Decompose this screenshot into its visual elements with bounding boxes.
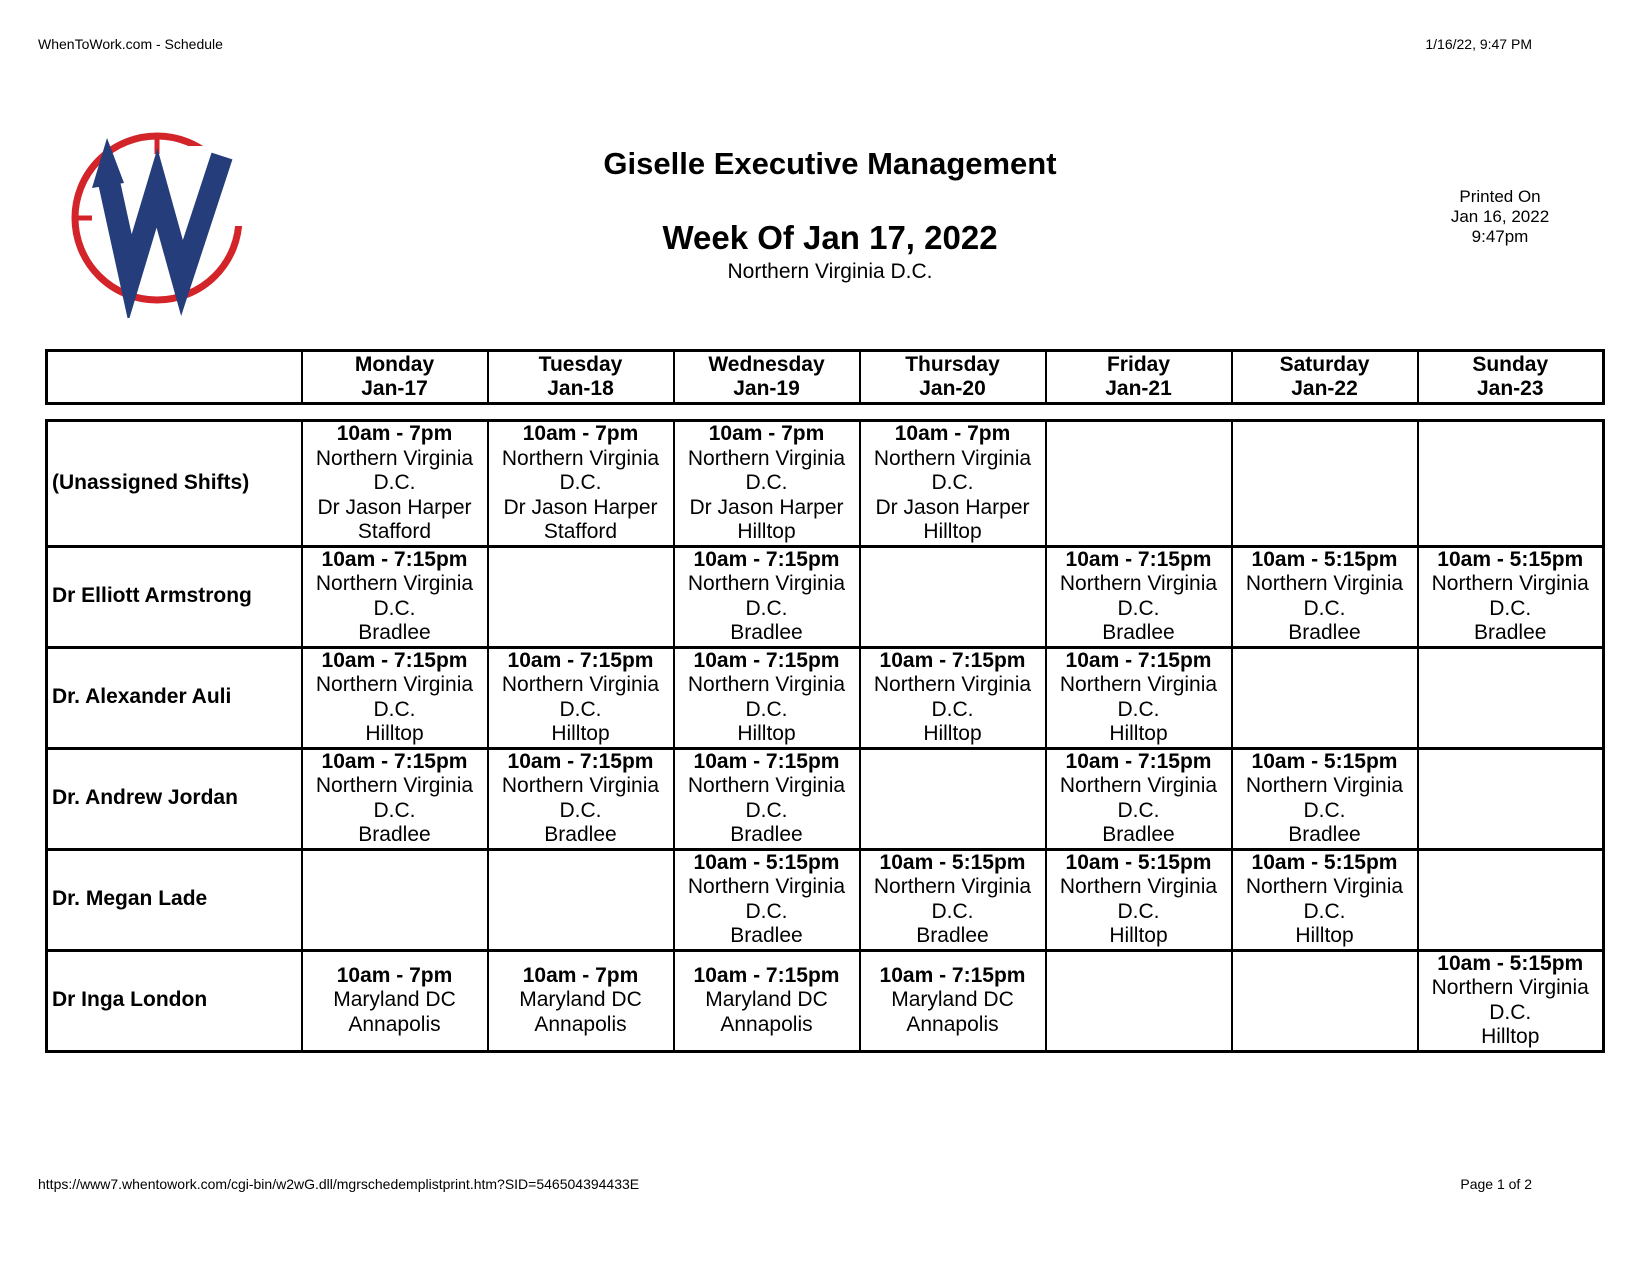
shift-cell[interactable] [674,546,860,647]
shift-cell[interactable] [674,849,860,950]
empty-shift-cell [860,546,1046,647]
shift-cell[interactable] [488,950,674,1051]
shift-details [1047,649,1231,747]
shift-detail-line: Bradlee [730,924,803,947]
shift-detail-line: Northern Virginia [1245,875,1404,898]
shift-time: 10am - 7pm [336,963,453,987]
shift-detail-line: Bradlee [1288,823,1361,846]
shift-details [675,964,859,1038]
shift-detail-line: D.C. [373,798,416,822]
employee-name[interactable]: (Unassigned Shifts) [47,421,302,547]
shift-detail-line: D.C. [559,697,602,721]
employee-name[interactable]: Dr. Andrew Jordan [47,748,302,849]
day-name: Thursday [905,353,1000,376]
shift-details [675,649,859,747]
empty-shift-cell [1232,421,1418,547]
shift-detail-line: Dr Jason Harper [689,495,844,519]
empty-shift-cell [302,849,488,950]
shift-time: 10am - 7pm [522,422,639,445]
shift-cell[interactable] [674,421,860,547]
shift-details [303,422,487,545]
shift-time: 10am - 7:15pm [321,648,468,672]
shift-detail-line: Annapolis [720,1012,813,1036]
shift-details [1047,548,1231,646]
shift-details [489,422,673,545]
employee-row [47,546,1604,647]
shift-time: 10am - 5:15pm [879,850,1026,874]
shift-cell[interactable] [1046,546,1232,647]
shift-cell[interactable] [860,647,1046,748]
day-date: Jan-17 [361,377,428,400]
shift-cell[interactable] [1232,748,1418,849]
empty-shift-cell [860,748,1046,849]
empty-shift-cell [488,546,674,647]
shift-details [675,548,859,646]
shift-detail-line: Bradlee [1474,621,1547,644]
shift-cell[interactable] [1232,546,1418,647]
shift-detail-line: Northern Virginia [315,446,474,470]
shift-detail-line: Hilltop [737,722,796,745]
shift-detail-line: D.C. [745,899,788,923]
shift-details [675,422,859,545]
day-header-saturday [1232,351,1418,404]
shift-time: 10am - 7:15pm [321,547,468,571]
shift-detail-line: Bradlee [544,823,617,846]
shift-time: 10am - 7:15pm [507,749,654,773]
shift-detail-line: D.C. [1117,798,1160,822]
shift-detail-line: Bradlee [1288,621,1361,644]
shift-detail-line: D.C. [745,471,788,494]
shift-time: 10am - 7:15pm [693,749,840,773]
shift-detail-line: Northern Virginia [1059,875,1218,898]
employee-row [47,421,1604,547]
whentowork-logo [62,118,252,318]
shift-time: 10am - 7pm [336,422,453,445]
week-title: Week Of Jan 17, 2022 [662,219,998,256]
shift-detail-line: Annapolis [534,1012,627,1036]
day-name: Sunday [1472,353,1549,376]
shift-detail-line: Northern Virginia [1245,774,1404,797]
shift-detail-line: Northern Virginia [1431,572,1589,595]
day-header-thursday [860,351,1046,404]
shift-detail-line: Northern Virginia [315,774,474,797]
shift-detail-line: Bradlee [916,924,989,947]
shift-time: 10am - 5:15pm [1437,547,1584,571]
printed-on-block [1420,187,1580,247]
day-header-monday [302,351,488,404]
employee-name[interactable]: Dr. Alexander Auli [47,647,302,748]
shift-details [1419,952,1603,1050]
shift-detail-line: Northern Virginia [501,446,660,470]
shift-details [861,851,1045,949]
printed-on-date: Jan 16, 2022 [1450,207,1550,226]
shift-cell[interactable] [860,950,1046,1051]
shift-cell[interactable] [1232,849,1418,950]
shift-details [675,750,859,848]
shift-details [303,548,487,646]
day-name: Wednesday [708,353,825,376]
employee-row [47,748,1604,849]
shift-detail-line: Bradlee [358,621,431,644]
shift-detail-line: Bradlee [730,621,803,644]
shift-detail-line: Northern Virginia [687,673,846,696]
shift-cell[interactable] [860,849,1046,950]
shift-detail-line: D.C. [1303,899,1346,923]
shift-cell[interactable] [674,950,860,1051]
shift-details [1419,548,1603,646]
shift-detail-line: Maryland DC [519,988,642,1012]
shift-cell[interactable] [488,647,674,748]
shift-detail-line: Annapolis [348,1012,441,1036]
employee-name[interactable]: Dr Inga London [47,950,302,1051]
browser-print-title: WhenToWork.com - Schedule [38,36,223,52]
shift-time: 10am - 7:15pm [693,963,840,987]
shift-detail-line: Hilltop [1109,924,1168,947]
shift-detail-line: D.C. [373,596,416,620]
empty-shift-cell [1418,647,1604,748]
shift-detail-line: D.C. [559,471,602,494]
shift-cell[interactable] [1046,647,1232,748]
shift-detail-line: Northern Virginia [501,673,660,696]
printed-on-time: 9:47pm [1471,227,1529,246]
shift-detail-line: D.C. [1303,798,1346,822]
shift-detail-line: Bradlee [1102,621,1175,644]
shift-detail-line: Hilltop [923,722,982,745]
day-date: Jan-21 [1105,377,1172,400]
browser-print-timestamp: 1/16/22, 9:47 PM [1425,36,1532,52]
empty-shift-cell [1232,647,1418,748]
shift-detail-line: Northern Virginia [687,446,846,470]
shift-cell[interactable] [302,950,488,1051]
day-header-sunday [1418,351,1604,404]
day-name: Saturday [1279,353,1370,376]
shift-time: 10am - 7:15pm [879,963,1026,987]
shift-details [303,649,487,747]
shift-detail-line: Northern Virginia [687,774,846,797]
shift-details [861,422,1045,545]
empty-shift-cell [1418,421,1604,547]
day-date: Jan-22 [1291,377,1358,400]
day-date: Jan-18 [547,377,614,400]
shift-cell[interactable] [302,748,488,849]
day-date: Jan-20 [919,377,986,400]
shift-detail-line: Hilltop [737,520,796,543]
shift-detail-line: Northern Virginia [687,875,846,898]
shift-cell[interactable] [302,546,488,647]
employee-row [47,647,1604,748]
shift-detail-line: D.C. [745,596,788,620]
shift-time: 10am - 7:15pm [1065,648,1212,672]
empty-shift-cell [488,849,674,950]
day-header-table [45,349,1605,405]
shift-detail-line: Hilltop [923,520,982,543]
shift-details [489,649,673,747]
employee-row [47,849,1604,950]
shift-detail-line: Hilltop [1109,722,1168,745]
shift-time: 10am - 7:15pm [1065,547,1212,571]
shift-detail-line: Bradlee [730,823,803,846]
shift-detail-line: Northern Virginia [1245,572,1404,595]
shift-detail-line: D.C. [1489,1000,1532,1024]
shift-time: 10am - 7pm [522,963,639,987]
day-header-wednesday [674,351,860,404]
empty-shift-cell [1232,950,1418,1051]
shift-details [1047,750,1231,848]
shift-detail-line: Northern Virginia [315,572,474,595]
shift-detail-line: Dr Jason Harper [875,495,1030,519]
shift-time: 10am - 5:15pm [1065,850,1212,874]
shift-details [303,750,487,848]
header-corner-cell [47,351,302,404]
shift-cell[interactable] [1046,748,1232,849]
employee-row [47,950,1604,1051]
day-header-tuesday [488,351,674,404]
shift-details [1047,851,1231,949]
shift-time: 10am - 7pm [894,422,1011,445]
shift-time: 10am - 7:15pm [693,648,840,672]
page-number: Page 1 of 2 [1460,1176,1532,1192]
shift-detail-line: Dr Jason Harper [503,495,658,519]
shift-time: 10am - 7:15pm [507,648,654,672]
shift-time: 10am - 7:15pm [321,749,468,773]
shift-detail-line: Northern Virginia [873,875,1032,898]
shift-detail-line: Hilltop [365,722,424,745]
printed-on-label: Printed On [1459,187,1541,206]
shift-cell[interactable] [860,421,1046,547]
shift-detail-line: D.C. [1117,596,1160,620]
shift-time: 10am - 5:15pm [1251,547,1398,571]
shift-cell[interactable] [1418,950,1604,1051]
schedule-table [45,419,1605,1053]
shift-cell[interactable] [1418,546,1604,647]
shift-detail-line: Northern Virginia [873,446,1032,470]
shift-cell[interactable] [488,421,674,547]
shift-details [1233,851,1417,949]
shift-detail-line: D.C. [1303,596,1346,620]
shift-detail-line: Stafford [357,520,432,543]
empty-shift-cell [1046,421,1232,547]
shift-detail-line: Hilltop [1481,1025,1540,1048]
day-header-friday [1046,351,1232,404]
shift-detail-line: D.C. [1489,596,1532,620]
shift-detail-line: D.C. [1117,899,1160,923]
shift-detail-line: D.C. [745,798,788,822]
shift-detail-line: Bradlee [358,823,431,846]
shift-detail-line: Northern Virginia [1059,774,1218,797]
day-name: Monday [354,353,435,376]
shift-time: 10am - 7:15pm [693,547,840,571]
shift-time: 10am - 7:15pm [879,648,1026,672]
day-date: Jan-23 [1476,377,1544,400]
shift-time: 10am - 5:15pm [1437,951,1584,975]
day-name: Friday [1106,353,1171,376]
shift-time: 10am - 5:15pm [1251,850,1398,874]
empty-shift-cell [1046,950,1232,1051]
shift-detail-line: Hilltop [1295,924,1354,947]
shift-detail-line: D.C. [1117,697,1160,721]
shift-details [675,851,859,949]
shift-details [861,964,1045,1038]
shift-detail-line: D.C. [373,697,416,721]
shift-time: 10am - 5:15pm [693,850,840,874]
shift-cell[interactable] [674,647,860,748]
shift-detail-line: D.C. [373,471,416,494]
shift-detail-line: Stafford [543,520,618,543]
shift-detail-line: Dr Jason Harper [317,495,472,519]
shift-detail-line: Northern Virginia [1059,572,1218,595]
day-name: Tuesday [538,353,623,376]
day-date: Jan-19 [733,377,800,400]
shift-detail-line: D.C. [931,471,974,494]
shift-detail-line: Annapolis [906,1012,999,1036]
shift-detail-line: D.C. [931,899,974,923]
shift-detail-line: Northern Virginia [1431,976,1589,999]
shift-cell[interactable] [674,748,860,849]
print-url: https://www7.whentowork.com/cgi-bin/w2wG.dll/mgrschedemplistprint.htm?SID=546504394433E [38,1176,640,1192]
shift-detail-line: Northern Virginia [315,673,474,696]
shift-details [861,649,1045,747]
shift-details [489,964,673,1038]
day-header-row [47,351,1604,404]
shift-detail-line: Bradlee [1102,823,1175,846]
shift-cell[interactable] [1046,849,1232,950]
shift-details [1233,548,1417,646]
empty-shift-cell [1418,849,1604,950]
company-title: Giselle Executive Management [603,146,1057,181]
shift-time: 10am - 7:15pm [1065,749,1212,773]
shift-cell[interactable] [302,647,488,748]
employee-name[interactable]: Dr. Megan Lade [47,849,302,950]
shift-time: 10am - 7pm [708,422,825,445]
shift-detail-line: Northern Virginia [501,774,660,797]
shift-cell[interactable] [488,748,674,849]
empty-shift-cell [1418,748,1604,849]
shift-detail-line: Northern Virginia [873,673,1032,696]
shift-detail-line: Hilltop [551,722,610,745]
employee-name[interactable]: Dr Elliott Armstrong [47,546,302,647]
shift-detail-line: Northern Virginia [687,572,846,595]
shift-detail-line: D.C. [745,697,788,721]
shift-detail-line: Maryland DC [705,988,828,1012]
region-subtitle: Northern Virginia D.C. [727,260,933,283]
shift-time: 10am - 5:15pm [1251,749,1398,773]
shift-detail-line: D.C. [559,798,602,822]
shift-detail-line: Maryland DC [891,988,1014,1012]
shift-cell[interactable] [302,421,488,547]
shift-details [489,750,673,848]
shift-detail-line: Northern Virginia [1059,673,1218,696]
shift-details [303,964,487,1038]
shift-details [1233,750,1417,848]
shift-detail-line: D.C. [931,697,974,721]
shift-detail-line: Maryland DC [333,988,456,1012]
